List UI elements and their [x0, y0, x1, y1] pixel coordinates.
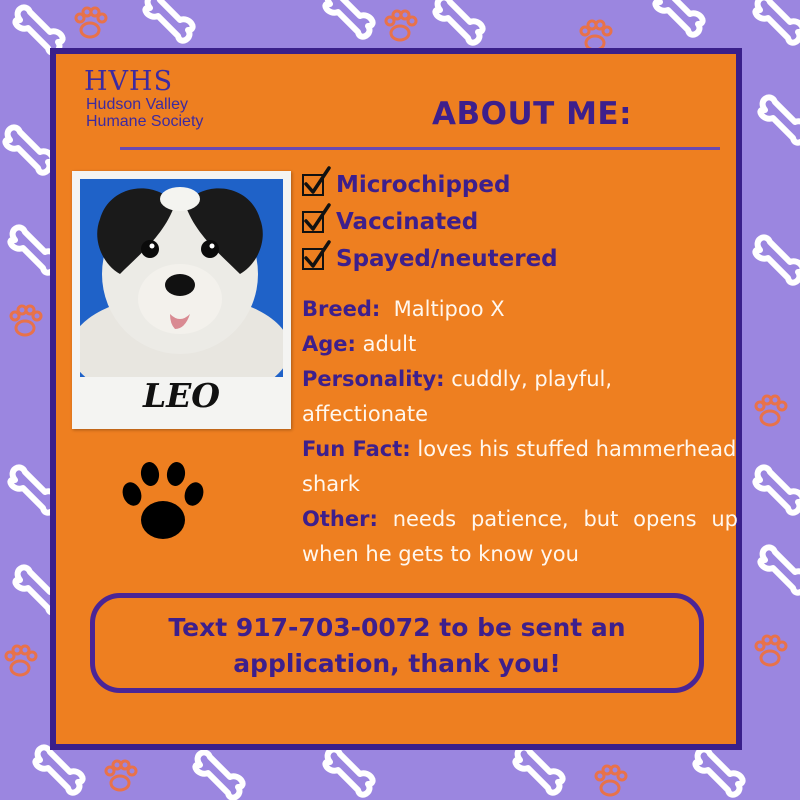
checkbox-checked-icon — [302, 174, 324, 196]
detail-value: cuddly, playful, affectionate — [302, 367, 613, 426]
title-divider — [120, 147, 720, 150]
pet-details — [302, 292, 738, 572]
cta-box — [90, 593, 704, 693]
pet-photo — [80, 179, 283, 377]
cta-line-1: Text 917-703-0072 to be sent an — [168, 613, 626, 642]
logo-line-2: Humane Society — [86, 113, 204, 130]
cta-text — [95, 610, 699, 682]
cta-line-2: application, thank you! — [233, 649, 561, 678]
detail-value: Maltipoo X — [393, 297, 505, 321]
detail-age — [302, 327, 738, 362]
checklist — [302, 166, 558, 277]
detail-breed — [302, 292, 738, 327]
detail-key: Fun Fact: — [302, 437, 411, 461]
checkbox-checked-icon — [302, 211, 324, 233]
hvhs-logo — [84, 68, 203, 130]
detail-key: Personality: — [302, 367, 445, 391]
paw-print-icon — [120, 462, 206, 548]
detail-other — [302, 502, 738, 572]
logo-mark: HVHS — [84, 66, 174, 97]
check-label: Vaccinated — [336, 208, 479, 235]
page-title: ABOUT ME: — [432, 96, 633, 132]
check-label: Spayed/neutered — [336, 245, 558, 272]
detail-key: Breed: — [302, 297, 381, 321]
logo-line-1: Hudson Valley — [86, 96, 188, 113]
checkbox-checked-icon — [302, 248, 324, 270]
detail-key: Age: — [302, 332, 356, 356]
detail-value: loves his stuffed hammerhead shark — [302, 437, 737, 496]
detail-value: adult — [362, 332, 417, 356]
detail-personality — [302, 362, 738, 432]
check-item-spayed-neutered — [302, 240, 558, 277]
check-label: Microchipped — [336, 171, 511, 198]
pet-photo-card — [72, 171, 291, 429]
check-item-microchipped — [302, 166, 558, 203]
detail-fun-fact — [302, 432, 738, 502]
check-item-vaccinated — [302, 203, 558, 240]
detail-key: Other: — [302, 507, 378, 531]
pet-name: LEO — [142, 376, 221, 415]
detail-value: needs patience, but opens up when he gets to know you — [302, 507, 738, 566]
